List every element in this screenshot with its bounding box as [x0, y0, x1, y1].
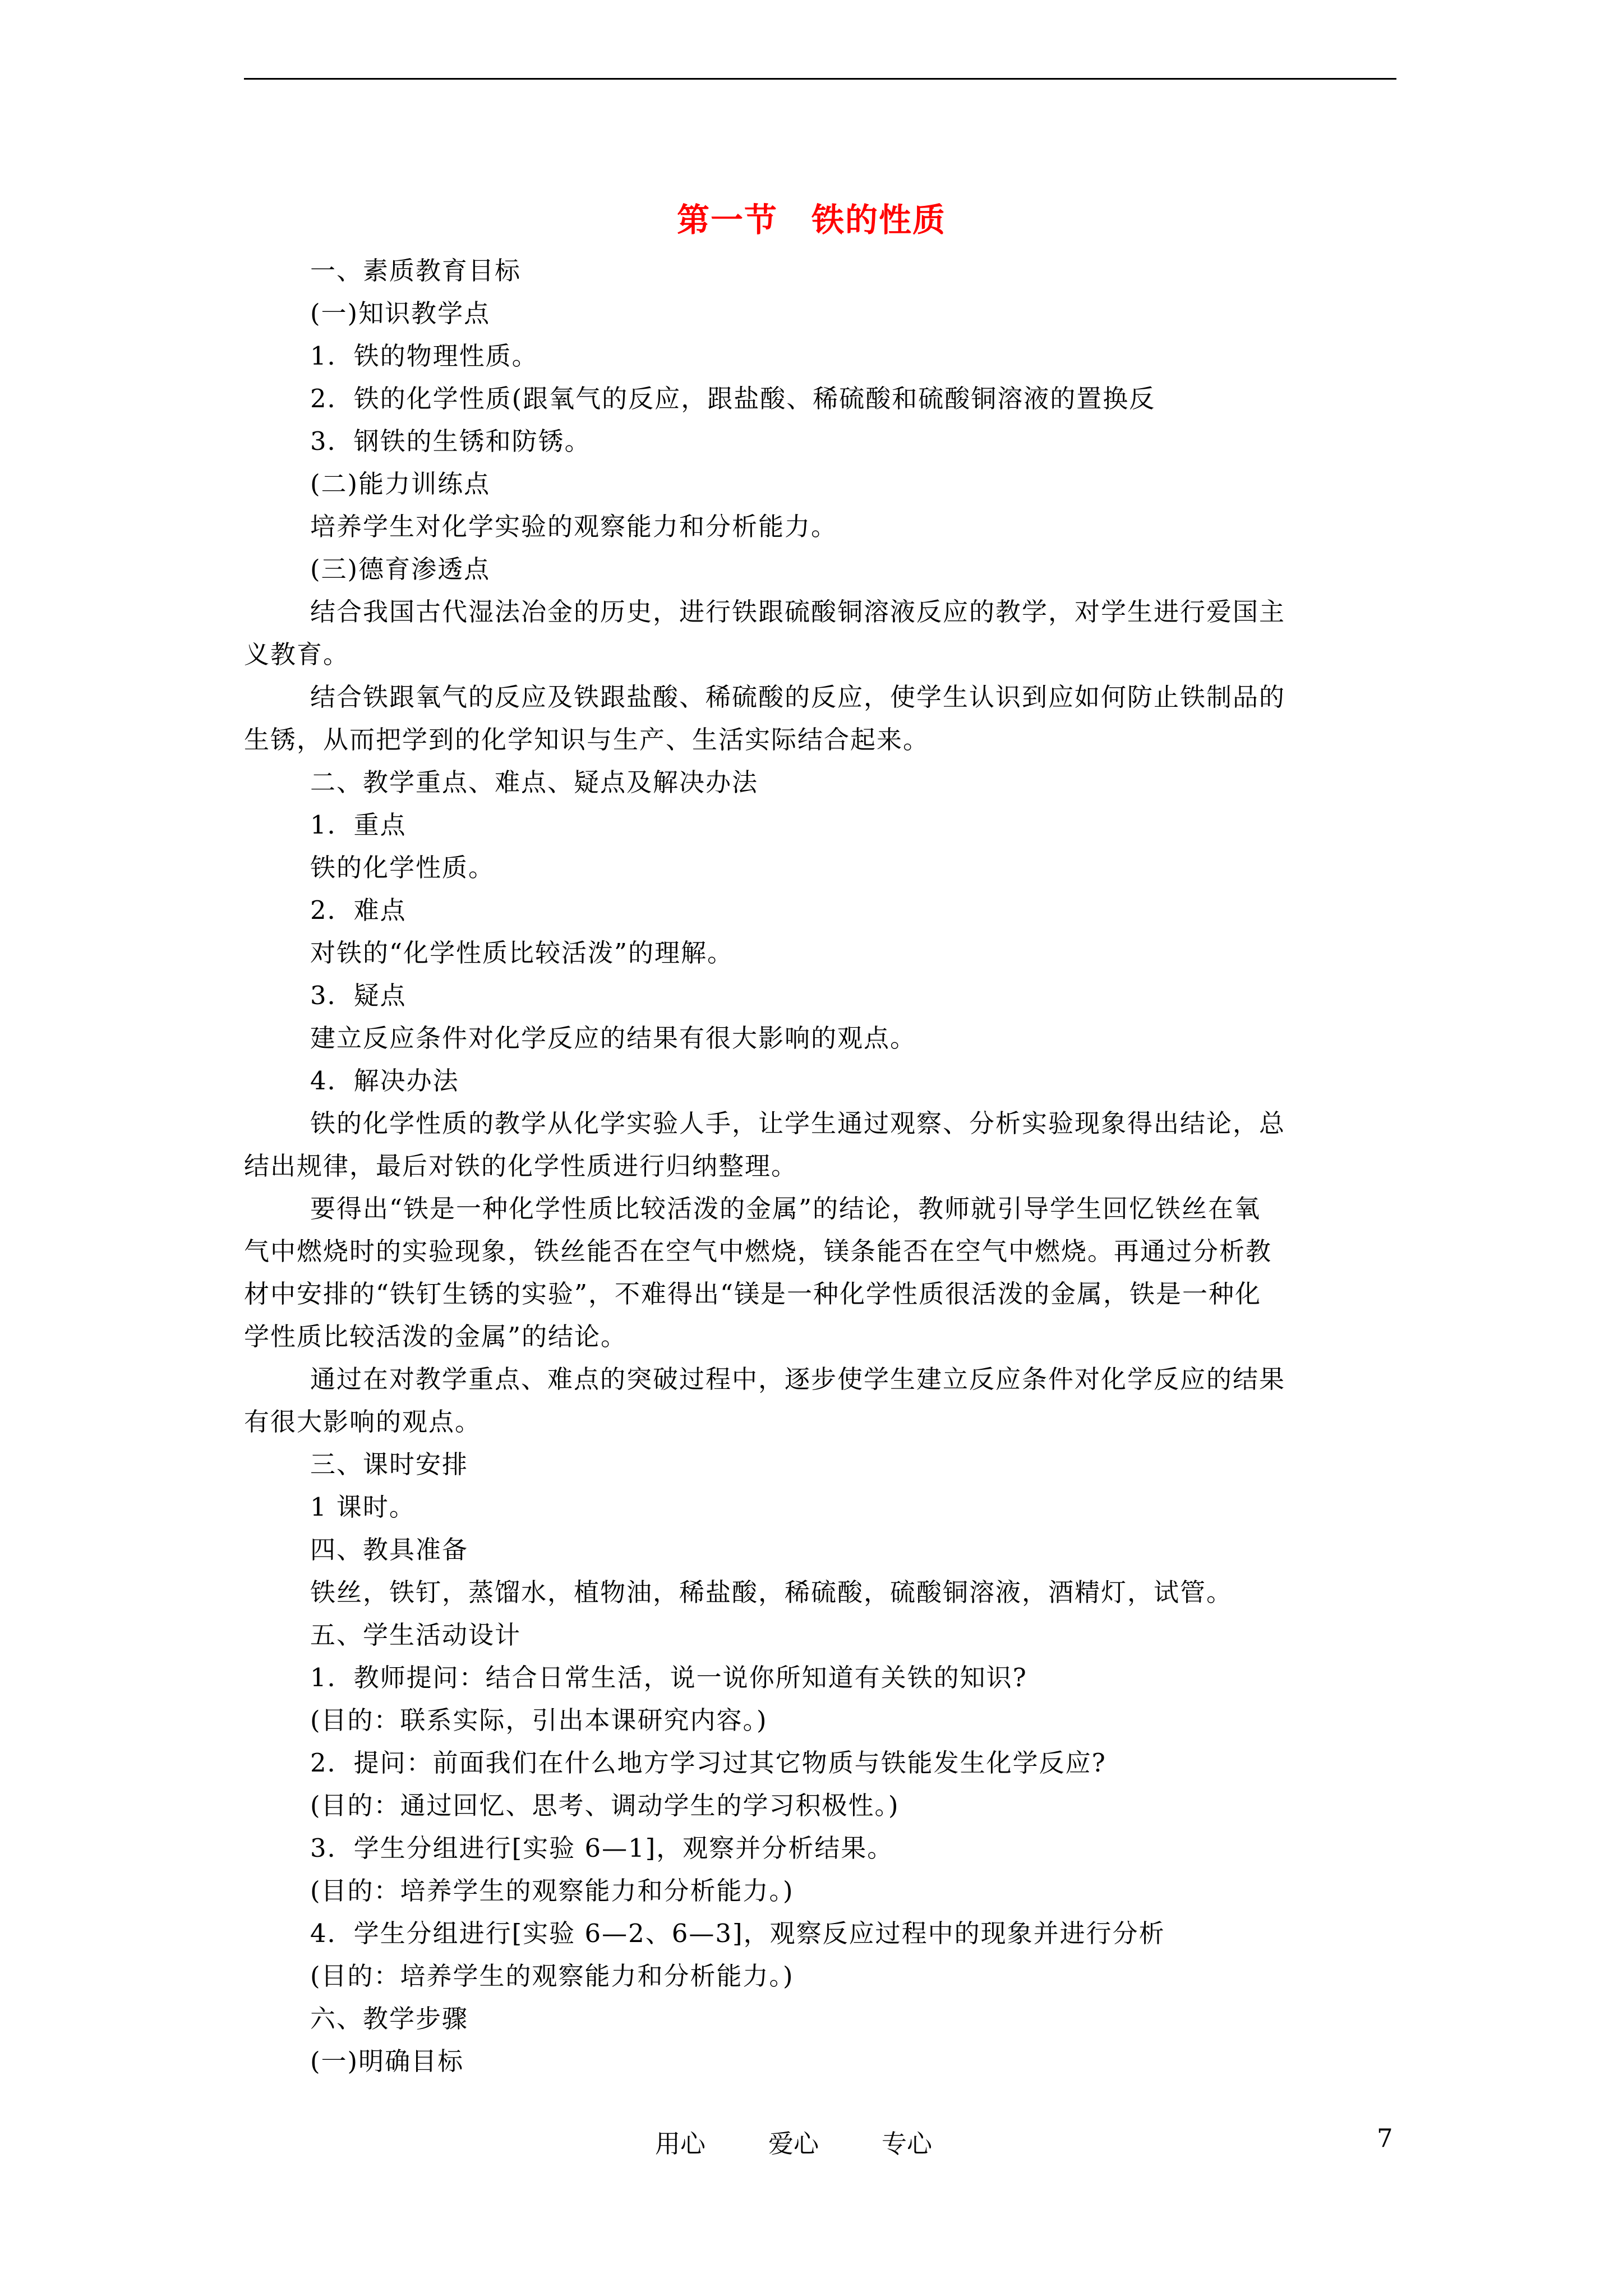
text-line: 铁的化学性质的教学从化学实验人手，让学生通过观察、分析实验现象得出结论，总	[310, 1108, 1286, 1138]
page-number: 7	[1377, 2123, 1393, 2153]
text-line: 1．重点	[310, 810, 407, 840]
text-line: 要得出“铁是一种化学性质比较活泼的金属”的结论，教师就引导学生回忆铁丝在氧	[310, 1194, 1261, 1223]
text-line: 对铁的“化学性质比较活泼”的理解。	[310, 938, 734, 968]
page-footer	[0, 2123, 1623, 2157]
text-line: (目的：联系实际，引出本课研究内容。)	[310, 1705, 768, 1735]
paragraph	[244, 1188, 1396, 1358]
text-line: 五、学生活动设计	[310, 1620, 522, 1650]
text-line: 1 课时。	[310, 1492, 416, 1522]
text-line: 1．教师提问：结合日常生活，说一说你所知道有关铁的知识?	[310, 1663, 1027, 1692]
text-line: 气中燃烧时的实验现象，铁丝能否在空气中燃烧，镁条能否在空气中燃烧。再通过分析教	[244, 1236, 1272, 1266]
document-body	[244, 250, 1396, 2083]
text-line: 1．铁的物理性质。	[310, 341, 538, 371]
text-line: 三、课时安排	[310, 1450, 469, 1479]
text-line: 3．钢铁的生锈和防锈。	[310, 426, 591, 456]
text-line: 结出规律，最后对铁的化学性质进行归纳整理。	[244, 1151, 798, 1181]
text-line: 生锈，从而把学到的化学知识与生产、生活实际结合起来。	[244, 725, 930, 754]
footer-motto: 用心	[655, 2129, 706, 2159]
text-line: (一)明确目标	[310, 2046, 464, 2076]
text-line: 通过在对教学重点、难点的突破过程中，逐步使学生建立反应条件对化学反应的结果	[310, 1364, 1286, 1394]
text-line: 2．铁的化学性质(跟氧气的反应，跟盐酸、稀硫酸和硫酸铜溶液的置换反	[310, 384, 1156, 413]
text-line: 4．解决办法	[310, 1066, 459, 1096]
text-line: 培养学生对化学实验的观察能力和分析能力。	[310, 512, 838, 541]
text-line: 一、素质教育目标	[310, 256, 522, 286]
text-line: 4．学生分组进行[实验 6—2、6—3]，观察反应过程中的现象并进行分析	[310, 1918, 1165, 1948]
text-line: (三)德育渗透点	[310, 554, 491, 584]
text-line: 3．学生分组进行[实验 6—1]，观察并分析结果。	[310, 1833, 894, 1863]
text-line: (目的：培养学生的观察能力和分析能力。)	[310, 1961, 794, 1991]
footer-motto: 专心	[882, 2129, 933, 2159]
text-line: 结合我国古代湿法冶金的历史，进行铁跟硫酸铜溶液反应的教学，对学生进行爱国主	[310, 597, 1286, 627]
text-line: (目的：培养学生的观察能力和分析能力。)	[310, 1876, 794, 1906]
text-line: 义教育。	[244, 639, 350, 669]
paragraph	[244, 1358, 1396, 1443]
footer-motto: 爱心	[768, 2129, 819, 2159]
text-line: 2．难点	[310, 895, 407, 925]
text-line: 材中安排的“铁钉生锈的实验”，不难得出“镁是一种化学性质很活泼的金属，铁是一种化	[244, 1279, 1262, 1309]
text-line: 有很大影响的观点。	[244, 1407, 482, 1437]
text-line: (二)能力训练点	[310, 469, 491, 499]
paragraph	[244, 676, 1396, 761]
text-line: 四、教具准备	[310, 1535, 469, 1565]
header-rule	[244, 78, 1396, 80]
text-line: 2．提问：前面我们在什么地方学习过其它物质与铁能发生化学反应?	[310, 1748, 1106, 1778]
text-line: 学性质比较活泼的金属”的结论。	[244, 1322, 628, 1351]
section-title: 第一节 铁的性质	[676, 201, 946, 239]
paragraph	[244, 591, 1396, 676]
text-line: 六、教学步骤	[310, 2004, 469, 2033]
paragraph	[244, 1102, 1396, 1188]
text-line: 结合铁跟氧气的反应及铁跟盐酸、稀硫酸的反应，使学生认识到应如何防止铁制品的	[310, 682, 1286, 712]
text-line: 建立反应条件对化学反应的结果有很大影响的观点。	[310, 1023, 917, 1053]
text-line: (一)知识教学点	[310, 298, 491, 328]
text-line: 铁的化学性质。	[310, 853, 495, 882]
text-line: 3．疑点	[310, 981, 407, 1010]
text-line: 二、教学重点、难点、疑点及解决办法	[310, 767, 759, 797]
text-line: (目的：通过回忆、思考、调动学生的学习积极性。)	[310, 1791, 900, 1820]
text-line: 铁丝，铁钉，蒸馏水，植物油，稀盐酸，稀硫酸，硫酸铜溶液，酒精灯，试管。	[310, 1577, 1233, 1607]
